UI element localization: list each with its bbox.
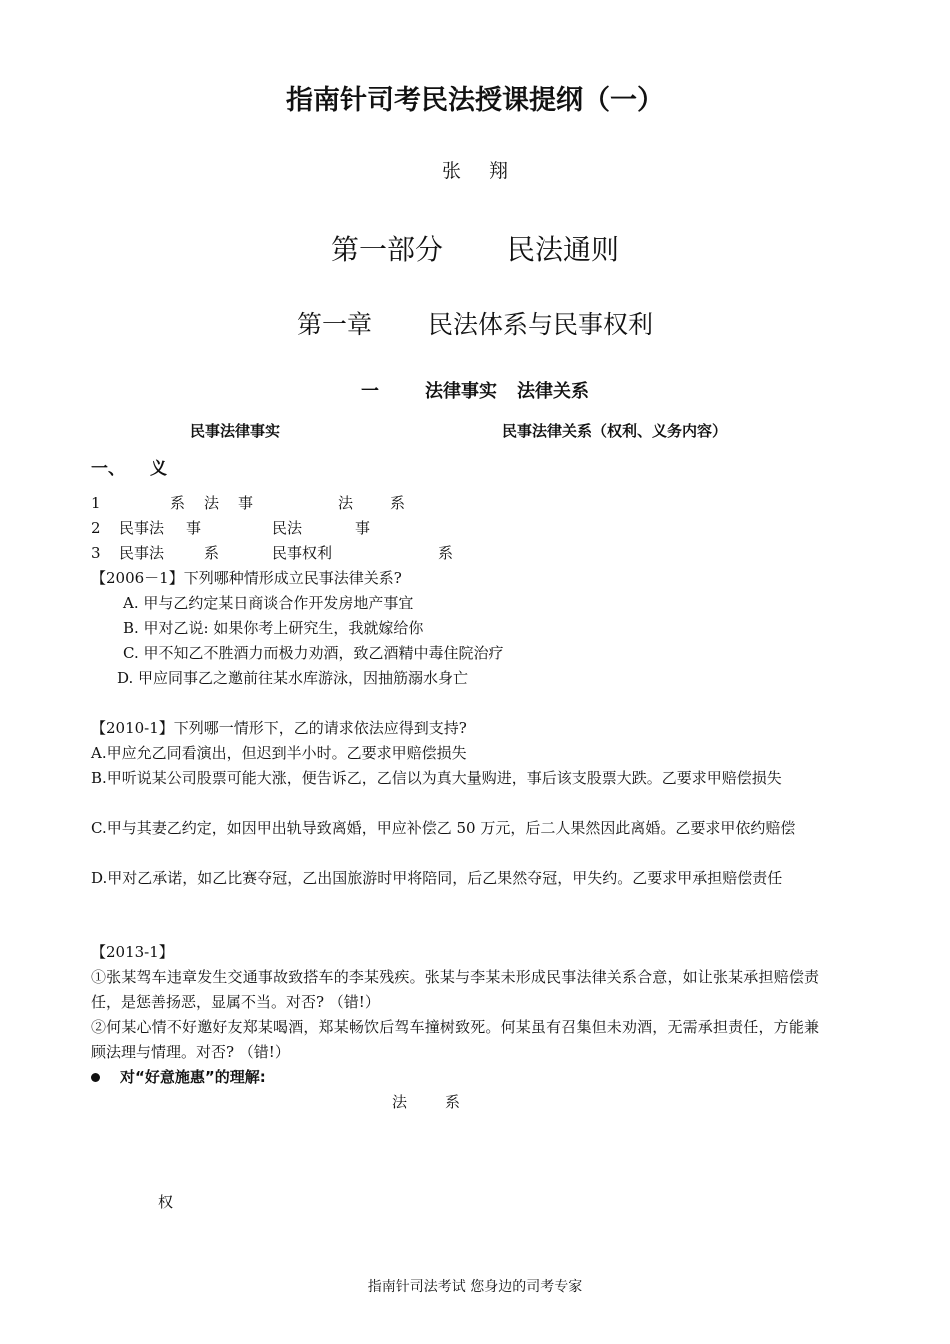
document-title: 指南针司考民法授课提纲（一）	[286, 85, 664, 116]
section-title-2: 法律关系	[517, 381, 589, 402]
section-heading	[0, 377, 950, 403]
subheading-number: 一、	[91, 459, 125, 479]
question-2013-item-2: ②何某心情不好邀好友郑某喝酒，郑某畅饮后驾车撞树致死。何某虽有召集但未劝酒，无需承担责任，方能兼顾法理与情理。对否? （错!）	[91, 1018, 819, 1061]
item-3-fragment: 民事权利	[272, 544, 333, 562]
bullet-text: 对“好意施惠”的理解:	[120, 1068, 266, 1086]
author-given-name: 翔	[489, 160, 509, 182]
bullet-icon	[91, 1073, 100, 1082]
item-2-fragment: 民法	[272, 519, 303, 537]
author	[0, 156, 950, 183]
question-2010-option-a: A.甲应允乙同看演出，但迟到半小时。乙要求甲赔偿损失	[91, 744, 467, 762]
column-header-left: 民事法律事实	[190, 422, 281, 440]
question-2010-option-c: C.甲与其妻乙约定，如因甲出轨导致离婚，甲应补偿乙 50 万元，后二人果然因此离婚。乙要求甲依约赔偿	[91, 819, 796, 837]
question-2006-option-a: A. 甲与乙约定某日商谈合作开发房地产事宜	[123, 594, 414, 612]
chapter-heading	[0, 305, 950, 341]
bullet-fragment: 系	[445, 1093, 461, 1111]
item-1-fragment: 系	[170, 494, 186, 512]
question-2006-option-d: D. 甲应同事乙之邀前往某水库游泳，因抽筋溺水身亡	[117, 669, 469, 687]
part-title: 民法通则	[507, 233, 620, 266]
question-2010-option-d: D.甲对乙承诺，如乙比赛夺冠，乙出国旅游时甲将陪同，后乙果然夺冠，甲失约。乙要求甲承担赔偿责任	[91, 869, 783, 887]
author-surname: 张	[441, 160, 461, 182]
part-heading	[0, 228, 950, 268]
question-2010-stem: 【2010-1】下列哪一情形下，乙的请求依法应得到支持?	[91, 719, 467, 737]
item-3-number: 3	[91, 544, 101, 562]
question-2006-option-c: C. 甲不知乙不胜酒力而极力劝酒，致乙酒精中毒住院治疗	[123, 644, 504, 662]
item-3-fragment: 系	[204, 544, 220, 562]
part-number: 第一部分	[330, 233, 443, 266]
item-2-fragment: 民事法	[119, 519, 165, 537]
question-2013-stem: 【2013-1】	[91, 943, 174, 961]
item-3-fragment: 系	[438, 544, 454, 562]
item-2-number: 2	[91, 519, 101, 537]
bullet-item	[91, 1066, 266, 1087]
item-1-fragment: 事	[238, 494, 254, 512]
fragment-quan: 权	[158, 1193, 174, 1211]
item-3-fragment: 民事法	[119, 544, 165, 562]
column-header-right: 民事法律关系（权利、义务内容）	[502, 422, 728, 440]
question-2010-option-b: B.甲听说某公司股票可能大涨，便告诉乙，乙信以为真大量购进，事后该支股票大跌。乙要求甲赔偿损失	[91, 769, 782, 787]
item-1-fragment: 法	[338, 494, 354, 512]
question-2006-stem: 【2006－1】下列哪种情形成立民事法律关系?	[91, 569, 402, 587]
question-2013-item-1: ①张某驾车违章发生交通事故致搭车的李某残疾。张某与李某未形成民事法律关系合意，如让张某承担赔偿责任，是惩善扬恶，显属不当。对否? （错!）	[91, 968, 819, 1011]
item-1-number: 1	[91, 494, 101, 512]
item-2-fragment: 事	[186, 519, 202, 537]
item-1-fragment: 系	[390, 494, 406, 512]
question-2006-option-b: B. 甲对乙说: 如果你考上研究生，我就嫁给你	[123, 619, 424, 637]
chapter-title: 民法体系与民事权利	[428, 310, 654, 339]
section-number: 一	[361, 381, 379, 402]
section-title-1: 法律事实	[425, 381, 497, 402]
subheading-text: 义	[150, 459, 167, 479]
item-2-fragment: 事	[355, 519, 371, 537]
page-footer: 指南针司法考试 您身边的司考专家	[367, 1279, 583, 1295]
item-1-fragment: 法	[204, 494, 220, 512]
chapter-number: 第一章	[296, 310, 372, 339]
bullet-fragment: 法	[392, 1093, 408, 1111]
